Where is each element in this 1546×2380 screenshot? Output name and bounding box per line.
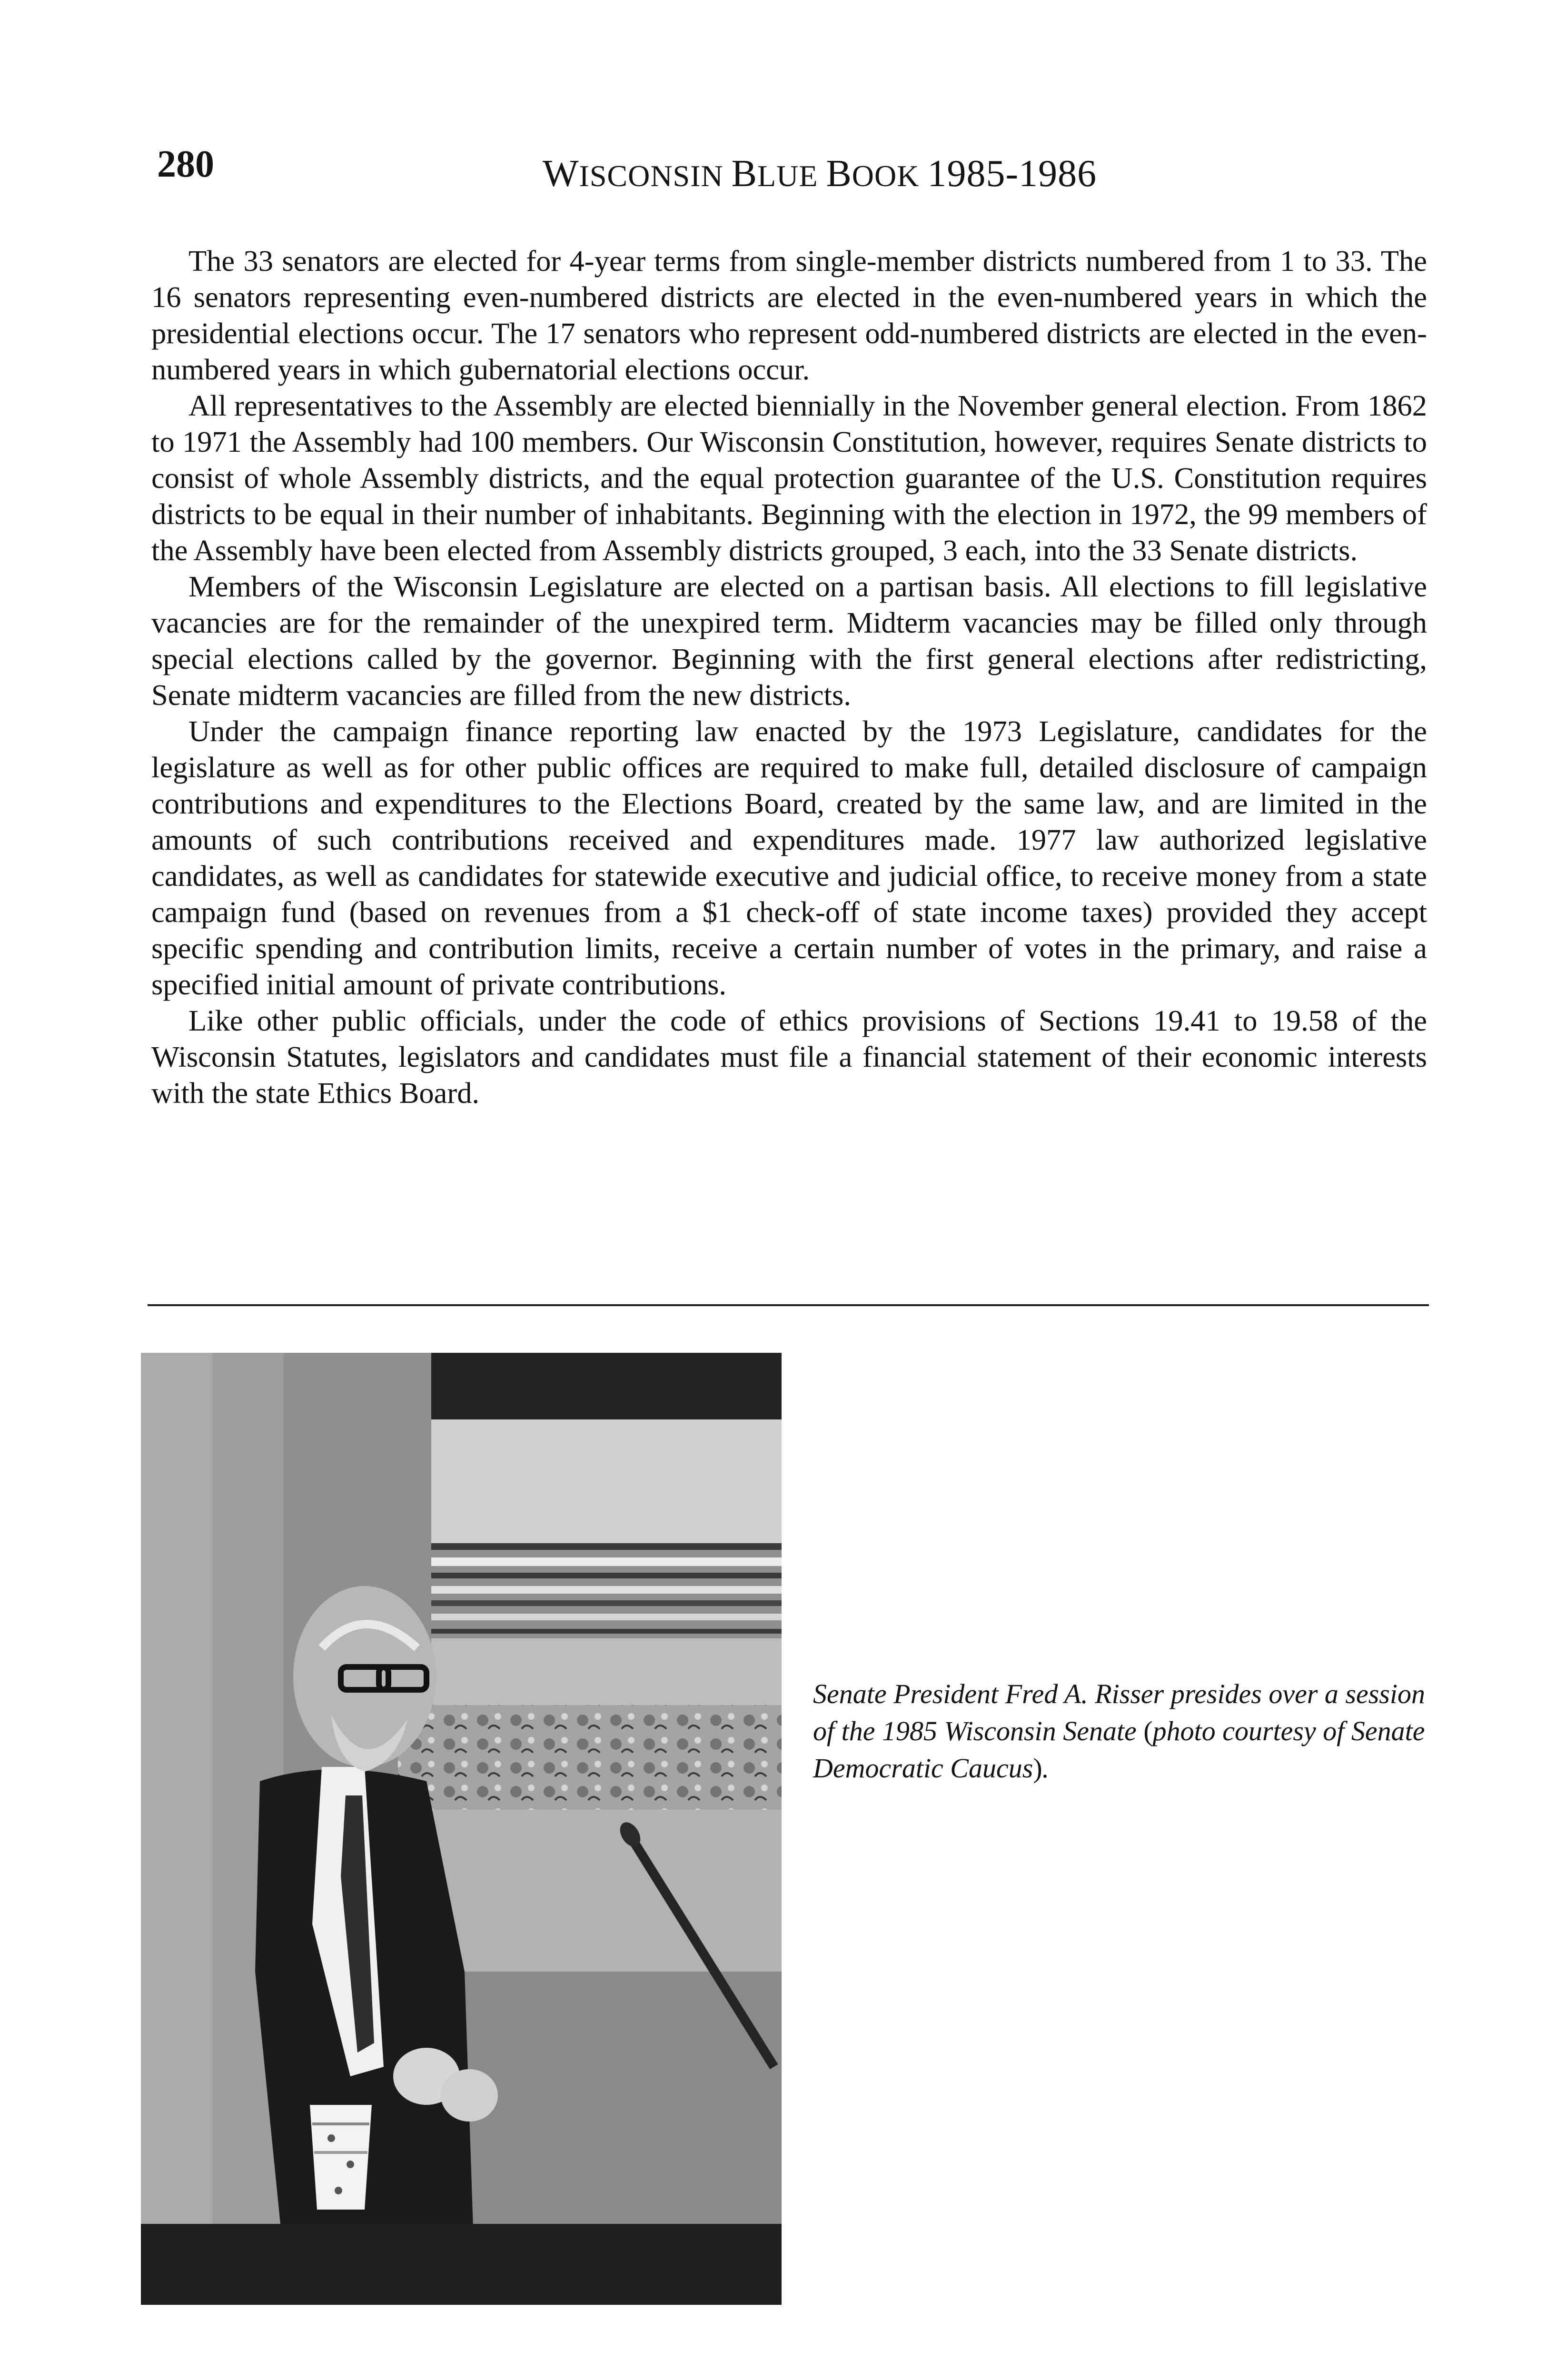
podium-desk bbox=[141, 2224, 782, 2305]
caption-period: . bbox=[1042, 1753, 1050, 1784]
paper-cups bbox=[310, 2105, 372, 2210]
caption-paren-close: ) bbox=[1033, 1753, 1042, 1784]
caption-paren-open: ( bbox=[1143, 1716, 1153, 1746]
running-head-lue: LUE bbox=[757, 159, 826, 193]
paragraph-partisan-elections: Members of the Wisconsin Legislature are elected on a partisan basis. All elections to fill legislative vacancies are for the remainder of the unexpired term. Midterm vacancies may be filled only through special elections called by the governor. Beginning with the first general elections after redistricting, Senate midterm vacancies are filled from the new districts. bbox=[151, 570, 1427, 712]
photo-caption bbox=[813, 1676, 1432, 1787]
running-head-years: 1985-1986 bbox=[927, 153, 1097, 195]
running-head bbox=[543, 155, 1097, 193]
running-head-ook: OOK bbox=[852, 159, 928, 193]
page-number: 280 bbox=[157, 143, 214, 185]
running-head-b1: B bbox=[731, 153, 758, 195]
paragraph-ethics: Like other public officials, under the code of ethics provisions of Sections 19.41 to 19.58 of the Wisconsin Statutes, legislators and candidates must file a financial statement of their economic interests with the state Ethics Board. bbox=[151, 1004, 1427, 1110]
paragraph-assembly: All representatives to the Assembly are elected biennially in the November general election. From 1862 to 1971 the Assembly had 100 members. Our Wisconsin Constitution, however, requires Senate districts to consist of whole Assembly districts, and the equal protection guarantee of the U.S. Constitution requires districts to be equal in their number of inhabitants. Beginning with the election in 1972, the 99 members of the Assembly have been elected from Assembly districts grouped, 3 each, into the 33 Senate districts. bbox=[151, 389, 1427, 567]
paragraph-senators: The 33 senators are elected for 4-year terms from single-member districts numbered from 1 to 33. The 16 senators representing even-numbered districts are elected in the even-numbered years in which the presidential elections occur. The 17 senators who represent odd-numbered districts are elected in the even-numbered years in which gubernatorial elections occur. bbox=[151, 244, 1427, 386]
caption-text-start: Senate President Fred A. Risser presides over a session of the 1985 Wisconsin Senate bbox=[813, 1678, 1425, 1746]
section-divider bbox=[148, 1304, 1429, 1306]
running-head-w: W bbox=[543, 153, 579, 195]
running-head-isconsin: ISCONSIN bbox=[579, 159, 732, 193]
senate-president-photo bbox=[141, 1353, 782, 2305]
photo-illustration bbox=[141, 1353, 782, 2305]
ornamental-frieze bbox=[398, 1705, 782, 1810]
body-text bbox=[151, 243, 1427, 1111]
running-head-b2: B bbox=[826, 153, 852, 195]
caption-credit: photo courtesy of Senate Democratic Caucus bbox=[813, 1716, 1425, 1784]
paragraph-campaign-finance: Under the campaign finance reporting law enacted by the 1973 Legislature, candidates for the legislature as well as for other public offices are required to make full, detailed disclosure of campaign contributions and expenditures to the Elections Board, created by the same law, and are limited in the amounts of such contributions received and expenditures made. 1977 law authorized legislative candidates, as well as candidates for statewide executive and judicial office, to receive money from a state campaign fund (based on revenues from a $1 check-off of state income taxes) provided they accept specific spending and contribution limits, receive a certain number of votes in the primary, and raise a specified initial amount of private contributions. bbox=[151, 714, 1427, 1001]
